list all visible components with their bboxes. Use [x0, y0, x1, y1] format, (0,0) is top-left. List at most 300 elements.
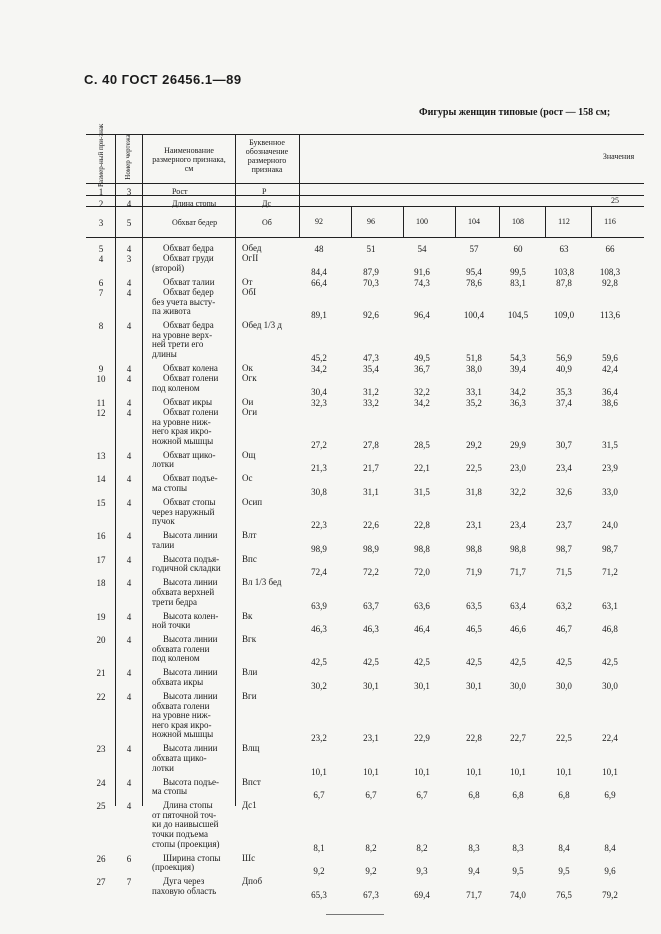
fixed-row-number: 3: [98, 218, 104, 228]
row-value: 98,8: [510, 543, 526, 554]
row-value: 6,8: [468, 790, 480, 801]
row-value: 8,4: [558, 842, 570, 853]
row-value: 98,7: [602, 543, 618, 554]
row-code: Дс1: [242, 800, 257, 811]
row-value: 6,7: [416, 790, 428, 801]
hip-value: 96: [367, 217, 375, 226]
row-code: Шс: [242, 852, 256, 863]
footer-rule: [326, 914, 384, 915]
row-value: 65,3: [311, 889, 327, 900]
row-drawing: 3: [126, 254, 132, 265]
row-value: 22,6: [363, 520, 379, 531]
row-value: 87,9: [363, 266, 379, 277]
row-number: 18: [96, 578, 106, 589]
row-value: 24,0: [602, 520, 618, 531]
row-value: 72,2: [363, 567, 379, 578]
row-name-line: него края икро-: [152, 426, 212, 437]
row-value: 27,8: [363, 439, 379, 450]
row-value: 63,4: [510, 600, 526, 611]
row-value: 22,4: [602, 733, 618, 744]
row-drawing: 4: [126, 692, 132, 702]
row-name-line: через наружный: [152, 506, 215, 517]
row-name-line: обхвата голени: [152, 643, 210, 654]
fixed-row-code: Об: [262, 218, 272, 227]
fixed-row-name: Длина стопы: [172, 199, 217, 208]
row-drawing: 4: [126, 288, 132, 298]
row-value: 57: [469, 244, 479, 254]
row-value: 60: [513, 244, 523, 254]
row-drawing: 6: [126, 853, 132, 864]
row-value: 22,5: [556, 733, 572, 744]
header-attribute-number: Размер-ный при-знак: [97, 123, 105, 187]
row-value: 8,2: [416, 842, 428, 853]
col-divider-4: [299, 134, 300, 238]
row-name-line: обхвата икры: [152, 677, 204, 687]
row-name-line: годичной складки: [152, 563, 221, 574]
row-code: Вл 1/3 бед: [242, 577, 282, 588]
row-number: 22: [96, 692, 106, 702]
row-value: 67,3: [363, 889, 379, 900]
row-value: 49,5: [414, 353, 430, 363]
fixed-row-value: 25: [611, 196, 619, 205]
row-value: 22,3: [311, 520, 327, 531]
row-value: 95,4: [466, 266, 482, 277]
row-value: 22,8: [466, 733, 482, 744]
row-number: 15: [96, 498, 106, 508]
row-value: 96,4: [414, 310, 430, 321]
row-value: 21,3: [311, 463, 327, 474]
row-name-line: обхвата щико-: [152, 753, 207, 763]
row-value: 46,7: [556, 624, 572, 635]
row-value: 34,2: [311, 364, 327, 374]
row-value: 6,7: [313, 790, 325, 801]
row-name-line: Высота линии: [163, 691, 218, 701]
row-value: 47,3: [363, 353, 379, 363]
row-drawing: 4: [126, 321, 132, 332]
row-name-line: точки подъема: [152, 829, 208, 839]
row-value: 83,1: [510, 277, 526, 288]
row-value: 29,2: [466, 439, 482, 450]
row-drawing: 4: [126, 364, 132, 374]
row-name-line: ножной мышцы: [152, 435, 214, 446]
row-value: 30,1: [414, 681, 430, 691]
hip-value: 112: [558, 217, 570, 226]
row-value: 63,5: [466, 600, 482, 611]
row-value: 31,2: [363, 386, 379, 397]
row-value: 63,2: [556, 600, 572, 611]
row-name-line: Высота линии: [163, 743, 218, 754]
row-code: Ои: [242, 396, 254, 407]
row-number: 5: [98, 244, 104, 254]
row-value: 9,2: [313, 866, 325, 877]
row-value: 98,8: [414, 543, 430, 554]
row-value: 36,7: [414, 364, 430, 374]
row-value: 23,4: [556, 463, 572, 474]
row-value: 84,4: [311, 266, 327, 277]
row-value: 46,4: [414, 624, 430, 635]
row-value: 36,3: [510, 397, 526, 408]
row-name-line: лотки: [152, 459, 174, 470]
row-value: 31,8: [466, 487, 482, 497]
row-value: 30,8: [311, 487, 327, 497]
row-value: 32,2: [510, 487, 526, 497]
row-name-line: (проекция): [152, 862, 195, 873]
row-code: Вли: [242, 667, 258, 678]
row-name-line: обхвата голени: [152, 700, 210, 711]
row-name-line: ной точки: [152, 620, 191, 631]
row-value: 72,4: [311, 567, 327, 578]
row-value: 23,1: [466, 520, 482, 531]
row-value: 22,5: [466, 463, 482, 474]
row-value: 46,3: [311, 624, 327, 635]
row-name-line: Высота линии: [163, 634, 218, 645]
row-code: Дпоб: [242, 876, 263, 887]
row-value: 34,2: [414, 397, 430, 408]
row-code: Огк: [242, 373, 257, 384]
hip-value: 108: [512, 217, 524, 226]
row-number: 12: [96, 408, 106, 418]
table-top-rule: [86, 134, 644, 135]
row-number: 23: [96, 744, 106, 755]
col-divider-7: [455, 206, 456, 237]
row-code: Впст: [242, 776, 261, 787]
row-value: 9,3: [416, 866, 428, 877]
row-name-line: Обхват щико-: [163, 449, 216, 460]
row-name-line: Обхват бедер: [163, 287, 214, 297]
row-name-line: Длина стопы: [163, 800, 213, 811]
row-value: 42,5: [556, 657, 572, 668]
row-value: 33,2: [363, 397, 379, 408]
row-name-line: ней трети его: [152, 339, 204, 350]
row-name-line: Обхват груди: [163, 253, 214, 264]
row-value: 8,3: [468, 842, 480, 853]
row-number: 10: [96, 374, 106, 385]
row-name-line: Высота линии: [163, 530, 218, 541]
row-value: 69,4: [414, 889, 430, 900]
row-value: 32,2: [414, 386, 430, 397]
row-code: Ок: [242, 363, 253, 373]
row-value: 63,6: [414, 600, 430, 611]
row-value: 54,3: [510, 353, 526, 363]
row-value: 71,5: [556, 567, 572, 578]
row-code: Вгк: [242, 634, 257, 645]
row-name-line: Высота подъя-: [163, 553, 220, 564]
hip-value: 100: [416, 217, 428, 226]
row-value: 92,6: [363, 310, 379, 321]
fixed-row-number: 2: [98, 199, 104, 209]
row-number: 27: [96, 877, 106, 888]
col-divider-5: [351, 206, 352, 237]
row-value: 99,5: [510, 266, 526, 277]
row-code: ОгII: [242, 253, 259, 264]
row-value: 6,8: [558, 790, 570, 801]
row-name-line: Высота линии: [163, 667, 218, 678]
row-value: 92,8: [602, 277, 618, 288]
row-value: 74,0: [510, 889, 526, 900]
row-number: 24: [96, 777, 106, 788]
row-value: 10,1: [556, 766, 572, 777]
row-value: 40,9: [556, 364, 572, 374]
row-value: 103,8: [553, 266, 575, 277]
row-name-line: Обхват колена: [163, 363, 218, 373]
row-name-line: Обхват голени: [163, 407, 219, 417]
row-value: 104,5: [507, 310, 529, 321]
row-name-line: Высота подъе-: [163, 776, 219, 787]
row-value: 9,4: [468, 866, 480, 877]
row-drawing: 4: [126, 531, 132, 542]
row-value: 39,4: [510, 364, 526, 374]
col-divider-10: [591, 206, 592, 237]
row-value: 36,4: [602, 386, 618, 397]
row-name-line: стопы (проекция): [152, 838, 220, 849]
row-code: Обед 1/3 д: [242, 320, 282, 331]
row-value: 42,5: [311, 657, 327, 668]
row-value: 35,3: [556, 386, 572, 397]
row-code: Обед: [242, 243, 262, 253]
col-divider-3: [235, 134, 236, 806]
row-value: 9,5: [558, 866, 570, 877]
row-value: 30,2: [311, 681, 327, 691]
row-number: 11: [96, 397, 106, 408]
row-value: 23,2: [311, 733, 327, 744]
row-drawing: 4: [126, 277, 132, 288]
row-name-line: ма стопы: [152, 786, 188, 797]
row-value: 42,5: [602, 657, 618, 668]
row-name-line: (второй): [152, 262, 185, 273]
row-value: 71,9: [466, 567, 482, 578]
row-value: 71,7: [466, 889, 482, 900]
row-value: 33,0: [602, 487, 618, 497]
row-number: 21: [96, 668, 106, 679]
row-drawing: 4: [126, 244, 132, 254]
row-value: 30,1: [363, 681, 379, 691]
row-value: 42,5: [363, 657, 379, 668]
row-number: 13: [96, 450, 106, 461]
row-code: От: [242, 276, 253, 287]
row-value: 78,6: [466, 277, 482, 288]
row-value: 70,3: [363, 277, 379, 288]
row-value: 38,0: [466, 364, 482, 374]
row-drawing: 4: [126, 374, 132, 385]
row-value: 23,4: [510, 520, 526, 531]
row-drawing: 4: [126, 744, 132, 755]
row-value: 89,1: [311, 310, 327, 321]
header-drawing-number: Номер чертежа: [124, 134, 132, 180]
row-name-line: под коленом: [152, 653, 200, 664]
row-value: 8,3: [512, 842, 524, 853]
row-code: Впс: [242, 553, 257, 564]
row-value: 8,4: [604, 842, 616, 853]
row-value: 42,5: [466, 657, 482, 668]
row-name-line: трети бедра: [152, 596, 197, 607]
row-value: 98,7: [556, 543, 572, 554]
row-drawing: 4: [126, 777, 132, 788]
row-drawing: 7: [126, 877, 132, 888]
row-value: 42,5: [414, 657, 430, 668]
row-value: 28,5: [414, 439, 430, 450]
row-drawing: 4: [126, 498, 132, 508]
hip-value: 92: [315, 217, 323, 226]
col-divider-9: [545, 206, 546, 237]
row-value: 71,2: [602, 567, 618, 578]
row-value: 30,4: [311, 386, 327, 397]
row-number: 4: [98, 254, 104, 265]
row-value: 98,9: [311, 543, 327, 554]
row-value: 29,9: [510, 439, 526, 450]
row-name-line: на уровне верх-: [152, 329, 213, 340]
row-value: 98,9: [363, 543, 379, 554]
row-value: 76,5: [556, 889, 572, 900]
row-name-line: ма стопы: [152, 483, 188, 493]
row-value: 37,4: [556, 397, 572, 408]
row-value: 100,4: [463, 310, 485, 321]
row-number: 9: [98, 364, 104, 374]
row-value: 51,8: [466, 353, 482, 363]
row-value: 45,2: [311, 353, 327, 363]
row-number: 26: [96, 853, 106, 864]
row-value: 10,1: [414, 766, 430, 777]
fixed-row-drawing: 5: [126, 218, 132, 228]
row-code: Вк: [242, 610, 253, 621]
table-caption: Фигуры женщин типовые (рост — 158 см;: [419, 107, 611, 118]
row-value: 30,0: [556, 681, 572, 691]
row-value: 42,5: [510, 657, 526, 668]
row-number: 16: [96, 531, 106, 542]
row-value: 35,4: [363, 364, 379, 374]
row-name-line: под коленом: [152, 382, 200, 393]
row-name-line: па живота: [152, 306, 191, 317]
row-value: 31,1: [363, 487, 379, 497]
row-name-line: Ширина стопы: [163, 852, 221, 863]
row-code: Влт: [242, 530, 257, 541]
row-name-line: от пяточной точ-: [152, 809, 217, 820]
hip-value: 104: [468, 217, 480, 226]
row-value: 63: [559, 244, 569, 254]
row-value: 35,2: [466, 397, 482, 408]
row-drawing: 4: [126, 408, 132, 418]
header-values: Значения: [602, 152, 635, 161]
row-value: 23,7: [556, 520, 572, 531]
row-value: 8,1: [313, 842, 325, 853]
row-value: 56,9: [556, 353, 572, 363]
row-number: 6: [98, 277, 104, 288]
row-drawing: 4: [126, 578, 132, 589]
header-rule-3: [86, 206, 644, 207]
row-drawing: 4: [126, 450, 132, 461]
row-name-line: Обхват бедра: [163, 320, 214, 331]
row-drawing: 4: [126, 635, 132, 646]
row-value: 108,3: [599, 266, 621, 277]
row-value: 46,8: [602, 624, 618, 635]
row-name-line: без учета высту-: [152, 296, 216, 307]
row-name-line: длины: [152, 349, 177, 359]
row-value: 8,2: [365, 842, 377, 853]
row-value: 9,6: [604, 866, 616, 877]
header-rule-1: [86, 183, 644, 184]
fixed-row-code: Дс: [262, 199, 272, 208]
row-value: 63,9: [311, 600, 327, 611]
row-value: 23,1: [363, 733, 379, 744]
row-name-line: паховую область: [152, 885, 217, 896]
row-value: 22,8: [414, 520, 430, 531]
row-name-line: Обхват подъе-: [163, 473, 218, 484]
row-value: 46,3: [363, 624, 379, 635]
row-value: 6,7: [365, 790, 377, 801]
row-drawing: 4: [126, 668, 132, 679]
row-value: 54: [417, 244, 427, 254]
row-name-line: ки до наивысшей: [152, 819, 219, 830]
row-value: 66: [605, 244, 615, 254]
row-value: 10,1: [510, 766, 526, 777]
row-value: 48: [314, 244, 324, 254]
row-name-line: Дуга через: [163, 876, 205, 887]
row-value: 9,2: [365, 866, 377, 877]
row-value: 66,4: [311, 277, 327, 288]
row-value: 6,9: [604, 790, 616, 801]
row-value: 72,0: [414, 567, 430, 578]
fixed-row-drawing: 4: [126, 199, 132, 209]
row-value: 31,5: [602, 439, 618, 450]
row-value: 6,8: [512, 790, 524, 801]
row-value: 71,7: [510, 567, 526, 578]
row-value: 30,0: [602, 681, 618, 691]
row-name-line: на уровне ниж-: [152, 710, 211, 721]
row-value: 10,1: [602, 766, 618, 777]
col-divider-2: [142, 134, 143, 806]
row-name-line: пучок: [152, 516, 175, 527]
row-value: 74,3: [414, 277, 430, 288]
col-divider-6: [403, 206, 404, 237]
row-code: Влщ: [242, 743, 260, 754]
row-value: 10,1: [311, 766, 327, 777]
row-number: 7: [98, 288, 104, 298]
row-value: 10,1: [363, 766, 379, 777]
row-value: 109,0: [553, 310, 575, 321]
row-code: Оги: [242, 407, 258, 417]
fixed-row-number: 1: [98, 187, 104, 197]
row-number: 20: [96, 635, 106, 646]
row-value: 87,8: [556, 277, 572, 288]
row-drawing: 4: [126, 397, 132, 408]
row-value: 22,1: [414, 463, 430, 474]
row-name-line: обхвата верхней: [152, 587, 215, 597]
row-value: 63,7: [363, 600, 379, 611]
row-value: 38,6: [602, 397, 618, 408]
fixed-row-name: Рост: [172, 187, 188, 196]
row-number: 25: [96, 801, 106, 812]
row-drawing: 4: [126, 611, 132, 622]
row-name-line: лотки: [152, 762, 174, 773]
fixed-row-code: Р: [262, 187, 267, 196]
row-drawing: 4: [126, 801, 132, 812]
row-number: 19: [96, 611, 106, 622]
row-value: 22,7: [510, 733, 526, 744]
row-value: 23,0: [510, 463, 526, 474]
row-name-line: Обхват стопы: [163, 497, 216, 507]
row-name-line: ножной мышцы: [152, 729, 214, 740]
row-name-line: Обхват талии: [163, 276, 215, 287]
row-value: 30,1: [466, 681, 482, 691]
row-name-line: Обхват икры: [163, 396, 213, 407]
row-value: 32,3: [311, 397, 327, 408]
row-value: 9,5: [512, 866, 524, 877]
row-code: Ос: [242, 473, 253, 484]
row-value: 30,7: [556, 439, 572, 450]
row-name-line: Высота колен-: [163, 610, 219, 621]
col-divider-1: [115, 134, 116, 806]
header-rule-2: [86, 195, 644, 196]
row-value: 10,1: [466, 766, 482, 777]
